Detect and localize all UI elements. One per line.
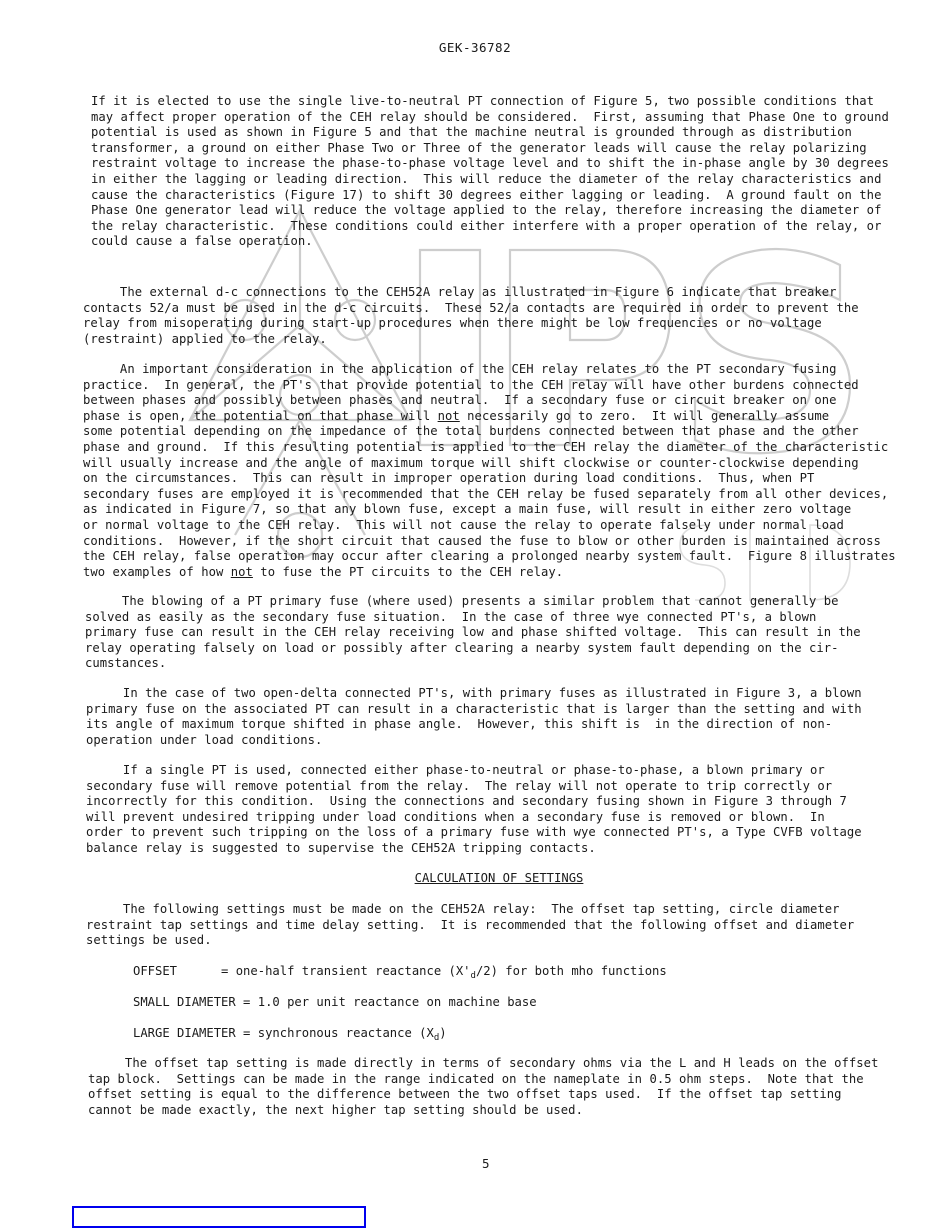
paragraph-settings-intro: The following settings must be made on the CEH52A relay: The offset tap setting, circle diameter restraint tap settings and time delay setting. It is recommended that the following offset and diameter settings be used. bbox=[86, 902, 855, 948]
paragraph-dc-connections: The external d-c connections to the CEH52A relay as illustrated in Figure 6 indicate that breaker contacts 52/a must be used in the d-c circuits. These 52/a contacts are required in order to prevent the relay from misoperating during start-up procedures when there might be low frequencies or no voltage (restraint) applied to the relay. bbox=[83, 285, 859, 346]
emphasis-not: not bbox=[437, 408, 460, 423]
link-box[interactable] bbox=[72, 1206, 366, 1228]
setting-small-diameter: SMALL DIAMETER = 1.0 per unit reactance on machine base bbox=[133, 995, 537, 1009]
paragraph-primary-fuse: The blowing of a PT primary fuse (where used) presents a similar problem that cannot generally be solved as easily as the secondary fuse situation. In the case of three wye connected PT's, a blown primary fuse can result in the CEH relay receiving low and phase shifted voltage. This can result in the relay operating falsely on load or possibly after clearing a nearby system fault depending on the cir- cumstances. bbox=[85, 594, 861, 671]
paragraph-single-pt: If a single PT is used, connected either phase-to-neutral or phase-to-phase, a blown primary or secondary fuse will remove potential from the relay. The relay will not operate to trip correctly or incorrectly for this condition. Using the connections and secondary fusing shown in Figure 3 through 7 will prevent undesired tripping under load conditions when a secondary fuse is removed or blown. In order to prevent such tripping on the loss of a primary fuse with wye connected PT's, a Type CVFB voltage balance relay is suggested to supervise the CEH52A tripping contacts. bbox=[86, 763, 862, 855]
paragraph-pt-connection: If it is elected to use the single live-to-neutral PT connection of Figure 5, two possible conditions that may affect proper operation of the CEH relay should be considered. First, assuming that Phase One to ground potential is used as shown in Figure 5 and that the machine neutral is grounded through as distribution transformer, a ground on either Phase Two or Three of the generator leads will cause the relay polarizing restraint voltage to increase the phase-to-phase voltage level and to shift the in-phase angle by 30 degrees in either the lagging or leading direction. This will reduce the diameter of the relay characteristics and cause the characteristics (Figure 17) to shift 30 degrees either lagging or leading. A ground fault on the Phase One generator lead will reduce the voltage applied to the relay, therefore increasing the diameter of the relay characteristic. These conditions could either interfere with a proper operation of the relay, or could cause a false operation. bbox=[91, 94, 889, 249]
paragraph-offset-tap: The offset tap setting is made directly in terms of secondary ohms via the L and H leads on the offset tap block. Settings can be made in the range indicated on the nameplate in 0.5 ohm steps. Note that the offset setting is equal to the difference between the two offset taps used. If the offset tap setting cannot be made exactly, the next higher tap setting should be used. bbox=[88, 1056, 879, 1117]
document-number: GEK-36782 bbox=[438, 40, 512, 55]
paragraph-open-delta: In the case of two open-delta connected PT's, with primary fuses as illustrated in Figure 3, a blown primary fuse on the associated PT can result in a characteristic that is larger than the setting and with its angle of maximum torque shifted in phase angle. However, this shift is in the direction of non- operation under load conditions. bbox=[86, 686, 862, 747]
setting-offset: OFFSET = one-half transient reactance $(X'_d/2)$ for both mho functions bbox=[133, 964, 667, 981]
setting-large-diameter: LARGE DIAMETER = synchronous reactance $(X_d)$ bbox=[133, 1026, 447, 1043]
paragraph-secondary-fusing: An important consideration in the application of the CEH relay relates to the PT secondary fusing practice. In general, the PT's that provide potential to the CEH relay will have other burdens connected between phases and possibly between phases and neutral. If a secondary fuse or circuit breaker on one phase is open, the potential on that phase will not necessarily go to zero. It will generally assume some potential depending on the impedance of the total burdens connected between that phase and the other phase and ground. If this resulting potential is applied to the CEH relay the diameter of the characteristic will usually increase and the angle of maximum torque will shift clockwise or counter-clockwise depending on the circumstances. This can result in improper operation during load conditions. Thus, when PT secondary fuses are employed it is recommended that the CEH relay be fused separately from all other devices, as indicated in Figure 7, so that any blown fuse, except a main fuse, will result in either zero voltage or normal voltage to the CEH relay. This will not cause the relay to operate falsely under normal load conditions. However, if the short circuit that caused the fuse to blow or other burden is maintained across the CEH relay, false operation may occur after clearing a prolonged nearby system fault. Figure 8 illustrates two examples of how not to fuse the PT circuits to the CEH relay. bbox=[83, 362, 896, 579]
page-number: 5 bbox=[482, 1156, 490, 1171]
section-title-calculation: CALCULATION OF SETTINGS bbox=[414, 871, 584, 885]
emphasis-not: not bbox=[230, 564, 253, 579]
